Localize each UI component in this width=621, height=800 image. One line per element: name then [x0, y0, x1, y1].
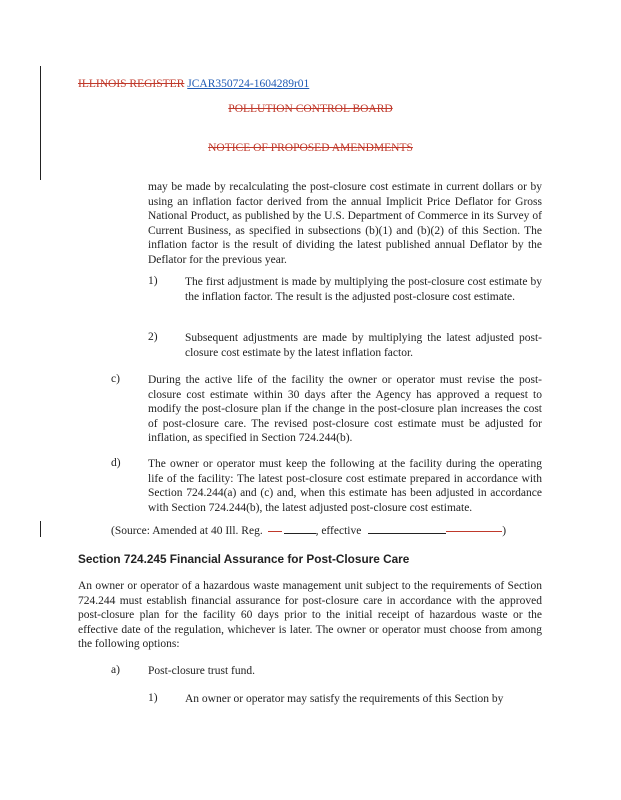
- notice-struck: NOTICE OF PROPOSED AMENDMENTS: [208, 142, 413, 154]
- board-header: [0, 103, 621, 115]
- intro-paragraph: may be made by recalculating the post-closure cost estimate in current dollars or by using an inflation factor derived from the annual Implicit Price Deflator for Gross National Product, as published by the U.S. Department of Commerce in its Survey of Current Business, as specified in subsections (b)(1) and (b)(2) of this Section. The inflation factor is the result of dividing the latest published annual Deflator by the Deflator for the previous year.: [148, 181, 542, 266]
- section-heading: Section 724.245 Financial Assurance for Post-Closure Care: [78, 552, 410, 566]
- a-label: a): [111, 664, 120, 676]
- register-struck: ILLINOIS REGISTER: [78, 78, 185, 90]
- change-bar-source: [40, 521, 41, 537]
- b1-text: The first adjustment is made by multiplying the post-closure cost estimate by the inflation factor. The result is the adjusted post-closure cost estimate.: [185, 276, 542, 303]
- source-line: (Source: Amended at 40 Ill. Reg. , effective ): [111, 525, 507, 537]
- a1-text: An owner or operator may satisfy the requirements of this Section by: [185, 693, 504, 705]
- effective-blank: [368, 532, 446, 534]
- board-struck: POLLUTION CONTROL BOARD: [228, 103, 393, 115]
- a-text: Post-closure trust fund.: [148, 665, 256, 677]
- notice-header: [0, 142, 621, 154]
- d-label: d): [111, 457, 121, 469]
- d-text: The owner or operator must keep the following at the facility during the operating life of the facility: The latest post-closure cost estimate prepared in accordance with Section 724.244(a) and (c) and, when this estimate has been adjusted in accordance with Section 724.244(b), the latest adjusted post-closure cost estimate.: [148, 458, 542, 514]
- section-paragraph: An owner or operator of a hazardous waste management unit subject to the requirements of Section 724.244 must establish financial assurance for post-closure care in accordance with the approved post-closure plan for the facility 60 days prior to the initial receipt of hazardous waste or the effective date of the regulation, whichever is later. The owner or operator must choose from among the following options:: [78, 580, 542, 651]
- register-header: [78, 78, 309, 90]
- c-text: During the active life of the facility the owner or operator must revise the post-closure cost estimate within 30 days after the Agency has approved a request to modify the post-closure plan if the change in the post-closure plan increases the cost of post-closure care. The revised post-closure cost estimate must be adjusted for inflation, as specified in Section 724.244(b).: [148, 374, 542, 445]
- b2-label: 2): [148, 331, 158, 343]
- change-bar-top: [40, 66, 41, 180]
- reg-blank: [284, 532, 316, 534]
- b1-label: 1): [148, 275, 158, 287]
- struck-blank: [268, 531, 282, 532]
- register-code: JCAR350724-1604289r01: [187, 78, 310, 90]
- c-label: c): [111, 373, 120, 385]
- effective-struck-blank: [446, 531, 502, 532]
- a1-label: 1): [148, 692, 158, 704]
- b2-text: Subsequent adjustments are made by multiplying the latest adjusted post-closure cost estimate by the latest inflation factor.: [185, 332, 542, 359]
